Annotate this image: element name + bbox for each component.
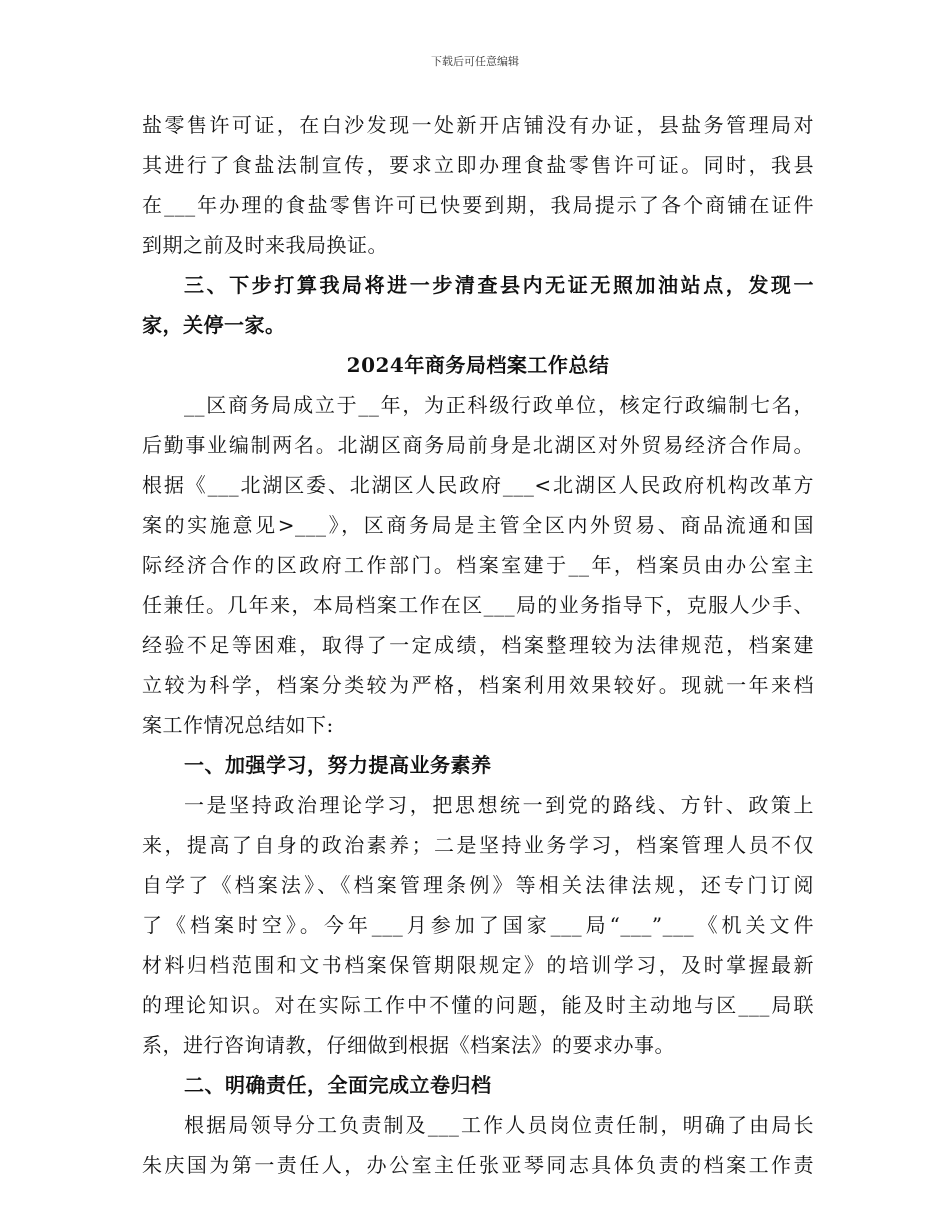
section-b-plan <box>142 265 814 345</box>
paragraph-1 <box>142 785 814 1065</box>
text-line: 案的实施意见>___》，区商务局是主管全区内外贸易、商品流通和国 <box>142 513 814 537</box>
intro-paragraph <box>142 385 814 745</box>
text-line: 系，进行咨询请教，仔细做到根据《档案法》的要求办事。 <box>142 1033 675 1057</box>
text-line: 后勤事业编制两名。北湖区商务局前身是北湖区对外贸易经济合作局。 <box>142 433 814 457</box>
section-a-paragraph <box>142 105 814 265</box>
text-line: 自学了《档案法》、《档案管理条例》等相关法律法规，还专门订阅 <box>142 873 814 897</box>
text-line: __区商务局成立于__年，为正科级行政单位，核定行政编制七名， <box>184 393 814 417</box>
text-line: 一是坚持政治理论学习，把思想统一到党的路线、方针、政策上 <box>184 793 814 817</box>
text-line: 在___年办理的食盐零售许可已快要到期，我局提示了各个商铺在证件 <box>142 193 814 217</box>
text-line: 盐零售许可证，在白沙发现一处新开店铺没有办证，县盐务管理局对 <box>142 113 814 137</box>
text-line: 来，提高了自身的政治素养；二是坚持业务学习，档案管理人员不仅 <box>142 833 814 857</box>
text-line: 其进行了食盐法制宣传，要求立即办理食盐零售许可证。同时，我县 <box>142 153 814 177</box>
document-body <box>142 105 814 1185</box>
text-line: 任兼任。几年来，本局档案工作在区___局的业务指导下，克服人少手、 <box>142 593 814 617</box>
paragraph-2 <box>142 1105 814 1185</box>
text-line: 到期之前及时来我局换证。 <box>142 233 388 257</box>
text-line: 三、下步打算我局将进一步清查县内无证无照加油站点，发现一 <box>184 273 814 297</box>
text-line: 家，关停一家。 <box>142 313 286 337</box>
text-line: 根据《___北湖区委、北湖区人民政府___<北湖区人民政府机构改革方 <box>142 473 814 497</box>
text-line: 的理论知识。对在实际工作中不懂的问题，能及时主动地与区___局联 <box>142 993 814 1017</box>
text-line: 了《档案时空》。今年___月参加了国家___局“___”___《机关文件 <box>142 913 814 937</box>
section-heading-2: 二、明确责任，全面完成立卷归档 <box>184 1073 492 1097</box>
page-header: 下载后可任意编辑 <box>431 55 519 68</box>
document-title: 2024年商务局档案工作总结 <box>346 353 610 377</box>
text-line: 案工作情况总结如下: <box>142 713 334 737</box>
text-line: 材料归档范围和文书档案保管期限规定》的培训学习，及时掌握最新 <box>142 953 814 977</box>
text-line: 经验不足等困难，取得了一定成绩，档案整理较为法律规范，档案建 <box>142 633 814 657</box>
text-line: 朱庆国为第一责任人，办公室主任张亚琴同志具体负责的档案工作责 <box>142 1153 814 1177</box>
text-line: 际经济合作的区政府工作部门。档案室建于__年，档案员由办公室主 <box>142 553 814 577</box>
section-heading-1: 一、加强学习，努力提高业务素养 <box>184 753 492 777</box>
text-line: 根据局领导分工负责制及___工作人员岗位责任制，明确了由局长 <box>184 1113 814 1137</box>
text-line: 立较为科学，档案分类较为严格，档案利用效果较好。现就一年来档 <box>142 673 814 697</box>
